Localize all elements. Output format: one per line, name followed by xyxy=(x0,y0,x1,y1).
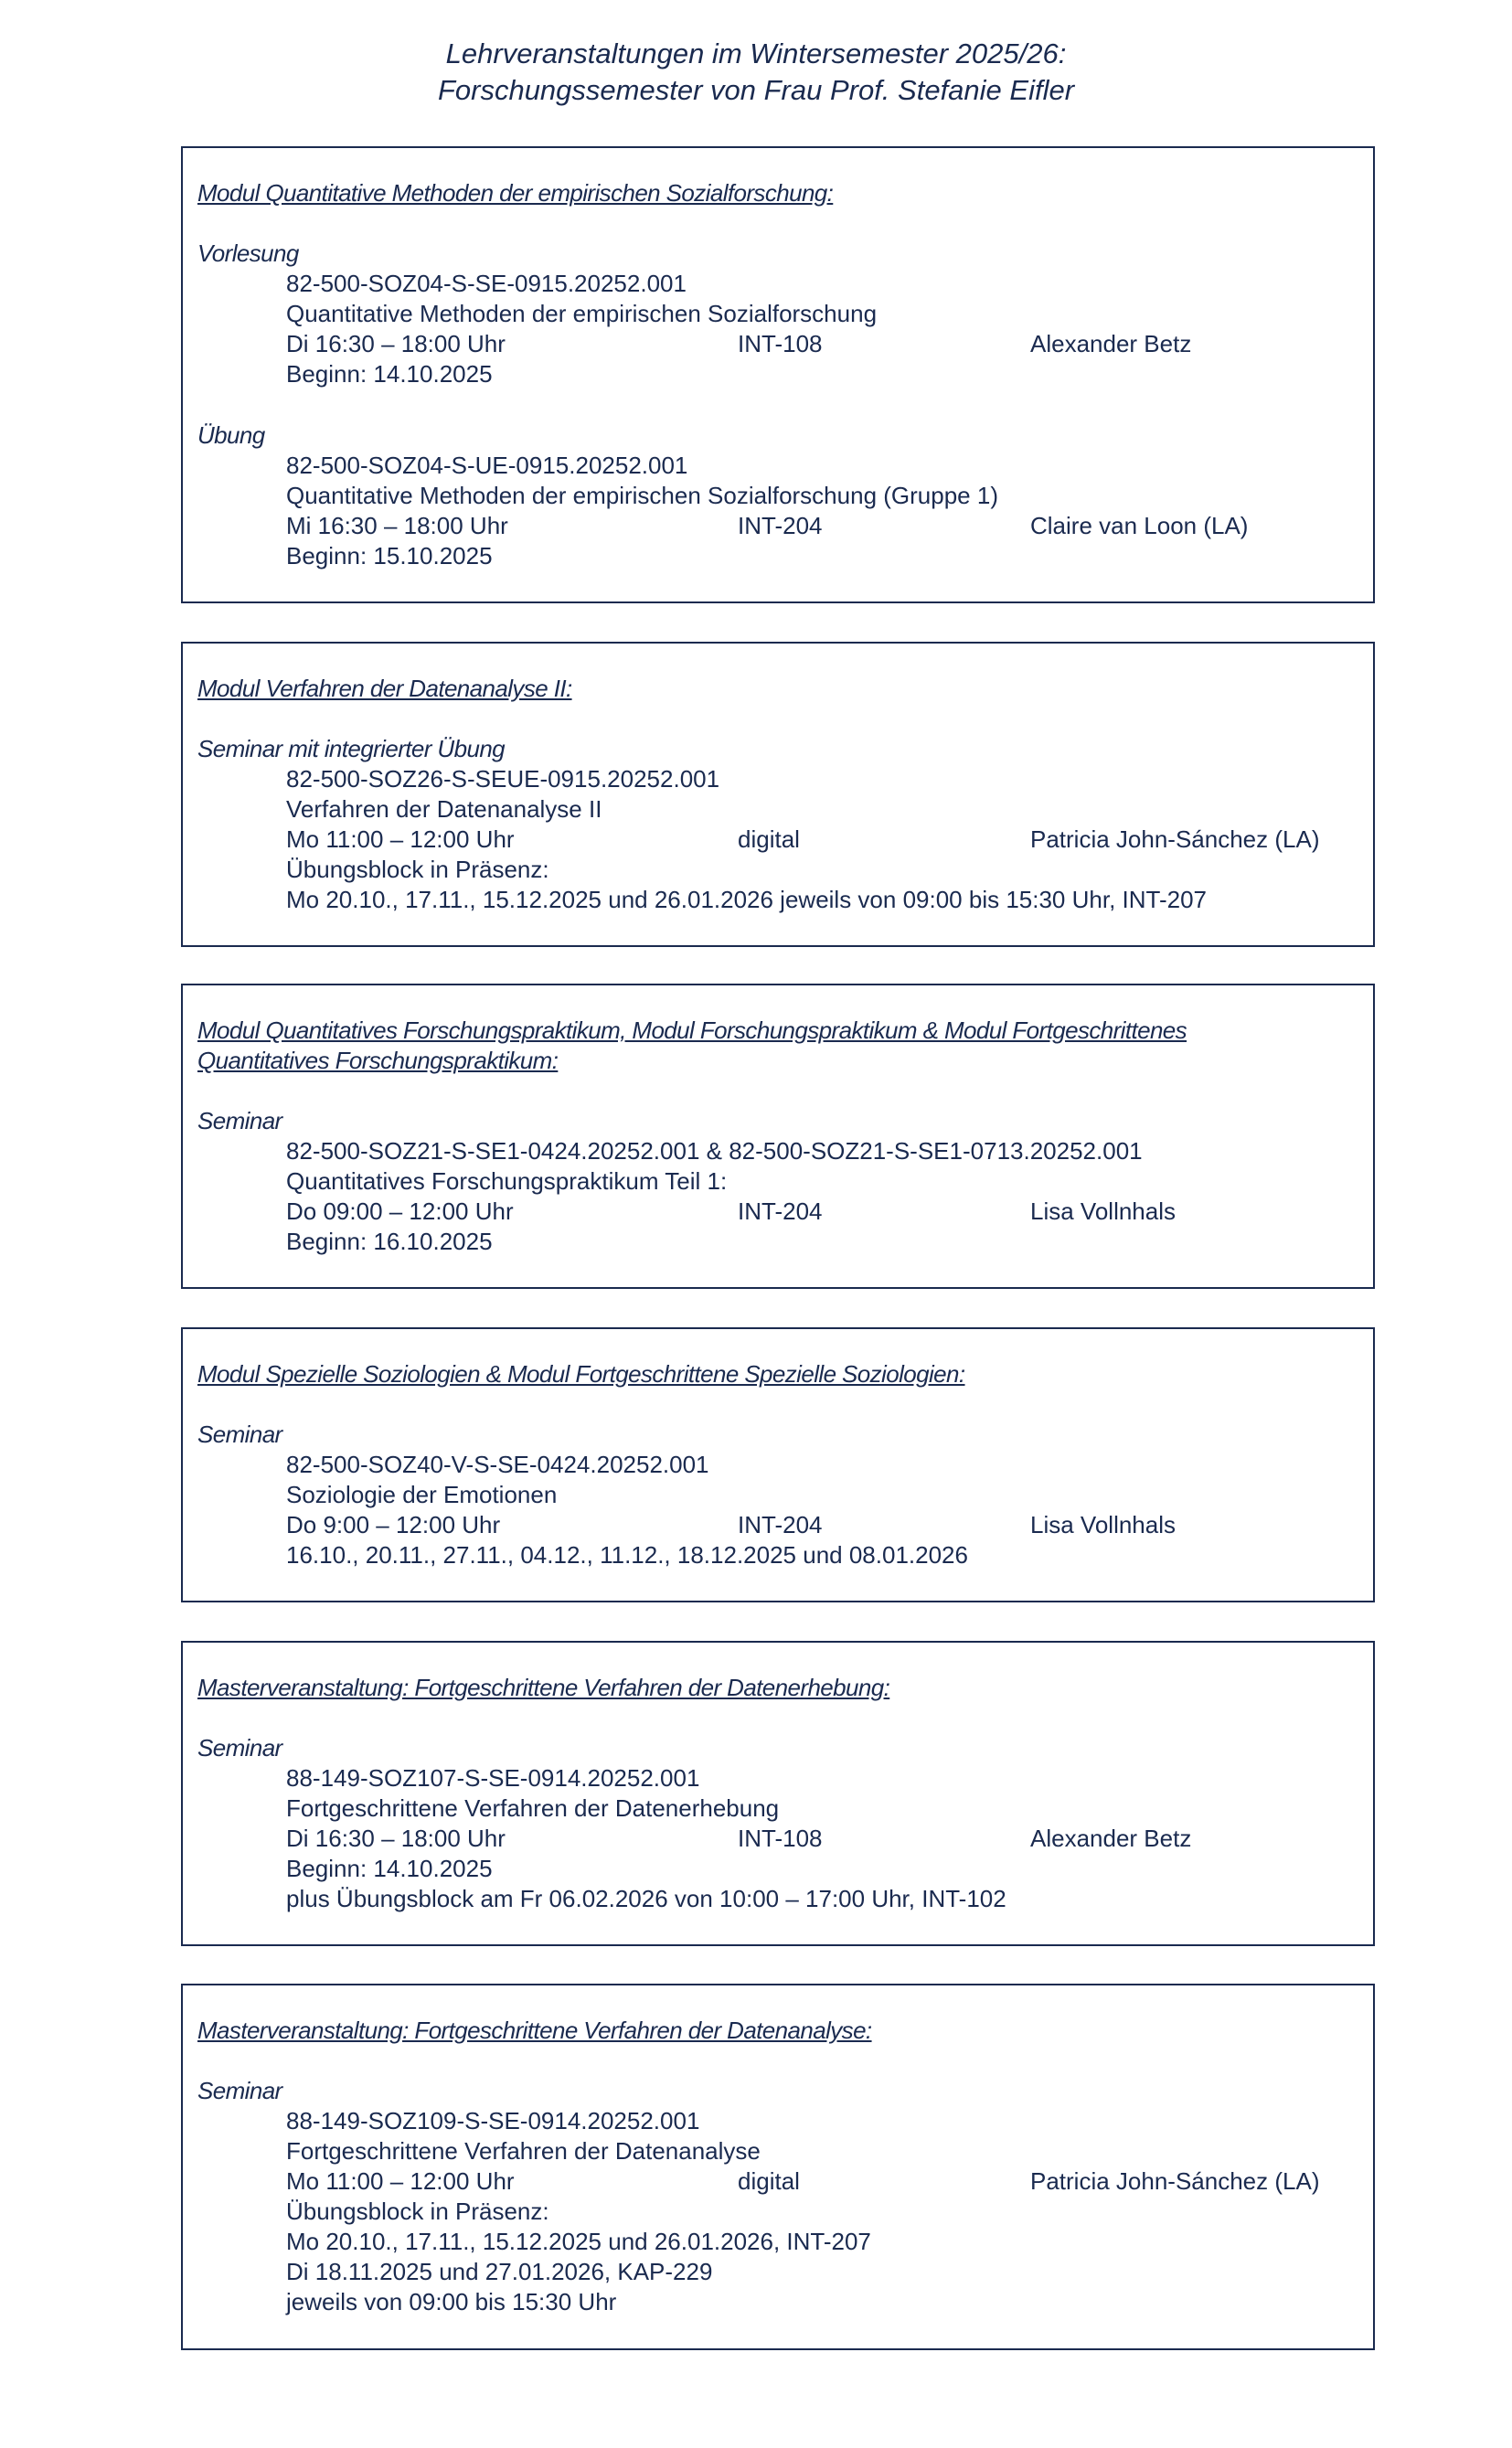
course-title: Fortgeschrittene Verfahren der Datenerhebung xyxy=(286,1794,780,1822)
page-title-line1: Lehrveranstaltungen im Wintersemester 2025/26: xyxy=(445,37,1067,69)
course-code: 88-149-SOZ107-S-SE-0914.20252.001 xyxy=(286,1764,700,1792)
module-heading: Modul Quantitatives Forschungspraktikum, Modul Forschungspraktikum & Modul Fortgeschrittenes xyxy=(197,1016,1187,1044)
module-heading: Modul Verfahren der Datenanalyse II: xyxy=(197,675,572,702)
course-lecturer: Lisa Vollnhals xyxy=(1030,1197,1176,1225)
course-room: digital xyxy=(738,825,800,853)
course-note: Übungsblock in Präsenz: xyxy=(286,856,549,883)
module-box-spezielle-soziologien xyxy=(181,1327,1375,1602)
course-note: Mo 20.10., 17.11., 15.12.2025 und 26.01.2026, INT-207 xyxy=(286,2228,871,2255)
course-title: Quantitatives Forschungspraktikum Teil 1: xyxy=(286,1167,728,1195)
module-heading: Masterveranstaltung: Fortgeschrittene Verfahren der Datenanalyse: xyxy=(197,2017,872,2044)
course-note: Di 18.11.2025 und 27.01.2026, KAP-229 xyxy=(286,2258,713,2285)
course-room: INT-204 xyxy=(738,512,823,539)
course-room: INT-108 xyxy=(738,1825,823,1852)
module-box-datenanalyse-ii xyxy=(181,642,1375,947)
course-dates: 16.10., 20.11., 27.11., 04.12., 11.12., 18.12.2025 und 08.01.2026 xyxy=(286,1541,968,1569)
course-code: 88-149-SOZ109-S-SE-0914.20252.001 xyxy=(286,2107,700,2134)
course-title: Soziologie der Emotionen xyxy=(286,1481,558,1508)
course-room: INT-108 xyxy=(738,330,823,357)
course-note: Mo 20.10., 17.11., 15.12.2025 und 26.01.2026 jeweils von 09:00 bis 15:30 Uhr, INT-207 xyxy=(286,886,1208,913)
module-heading: Modul Spezielle Soziologien & Modul Fortgeschrittene Spezielle Soziologien: xyxy=(197,1360,965,1388)
course-room: INT-204 xyxy=(738,1511,823,1538)
course-lecturer: Patricia John-Sánchez (LA) xyxy=(1030,825,1320,853)
course-time: Mi 16:30 – 18:00 Uhr xyxy=(286,512,508,539)
course-type: Vorlesung xyxy=(197,239,299,267)
course-type: Seminar xyxy=(197,1107,282,1134)
course-type: Seminar mit integrierter Übung xyxy=(197,735,506,762)
course-time: Do 09:00 – 12:00 Uhr xyxy=(286,1197,514,1225)
course-note: plus Übungsblock am Fr 06.02.2026 von 10:00 – 17:00 Uhr, INT-102 xyxy=(286,1885,1006,1912)
course-title: Verfahren der Datenanalyse II xyxy=(286,795,602,823)
module-box-quant-methoden xyxy=(181,146,1375,603)
course-time: Do 9:00 – 12:00 Uhr xyxy=(286,1511,501,1538)
course-lecturer: Alexander Betz xyxy=(1030,1825,1192,1852)
course-room: digital xyxy=(738,2167,800,2195)
module-box-forschungspraktikum xyxy=(181,984,1375,1289)
course-type: Übung xyxy=(197,421,265,449)
course-type: Seminar xyxy=(197,1734,282,1761)
course-note: jeweils von 09:00 bis 15:30 Uhr xyxy=(286,2288,617,2315)
course-start: Beginn: 16.10.2025 xyxy=(286,1228,493,1255)
module-heading: Masterveranstaltung: Fortgeschrittene Verfahren der Datenerhebung: xyxy=(197,1674,890,1701)
course-lecturer: Alexander Betz xyxy=(1030,330,1192,357)
course-code: 82-500-SOZ21-S-SE1-0424.20252.001 & 82-500-SOZ21-S-SE1-0713.20252.001 xyxy=(286,1137,1143,1165)
course-start: Beginn: 14.10.2025 xyxy=(286,1855,493,1882)
course-title: Quantitative Methoden der empirischen Sozialforschung xyxy=(286,300,878,327)
course-time: Di 16:30 – 18:00 Uhr xyxy=(286,330,506,357)
course-time: Di 16:30 – 18:00 Uhr xyxy=(286,1825,506,1852)
course-time: Mo 11:00 – 12:00 Uhr xyxy=(286,825,515,853)
course-start: Beginn: 14.10.2025 xyxy=(286,360,493,388)
course-note: Übungsblock in Präsenz: xyxy=(286,2198,549,2225)
course-lecturer: Patricia John-Sánchez (LA) xyxy=(1030,2167,1320,2195)
course-room: INT-204 xyxy=(738,1197,823,1225)
course-lecturer: Claire van Loon (LA) xyxy=(1030,512,1249,539)
module-box-fortgeschrittene-datenanalyse xyxy=(181,1984,1375,2350)
course-lecturer: Lisa Vollnhals xyxy=(1030,1511,1176,1538)
course-start: Beginn: 15.10.2025 xyxy=(286,542,493,569)
course-type: Seminar xyxy=(197,1421,282,1448)
course-title: Quantitative Methoden der empirischen Sozialforschung (Gruppe 1) xyxy=(286,482,998,509)
course-code: 82-500-SOZ40-V-S-SE-0424.20252.001 xyxy=(286,1451,709,1478)
course-title: Fortgeschrittene Verfahren der Datenanalyse xyxy=(286,2137,761,2165)
course-type: Seminar xyxy=(197,2077,282,2104)
page-title-line2: Forschungssemester von Frau Prof. Stefanie Eifler xyxy=(437,74,1075,106)
course-code: 82-500-SOZ26-S-SEUE-0915.20252.001 xyxy=(286,765,720,793)
course-time: Mo 11:00 – 12:00 Uhr xyxy=(286,2167,515,2195)
course-code: 82-500-SOZ04-S-UE-0915.20252.001 xyxy=(286,452,688,479)
module-box-datenerhebung xyxy=(181,1641,1375,1946)
module-heading: Quantitatives Forschungspraktikum: xyxy=(197,1047,559,1074)
module-heading: Modul Quantitative Methoden der empirischen Sozialforschung: xyxy=(197,179,834,207)
course-code: 82-500-SOZ04-S-SE-0915.20252.001 xyxy=(286,270,687,297)
